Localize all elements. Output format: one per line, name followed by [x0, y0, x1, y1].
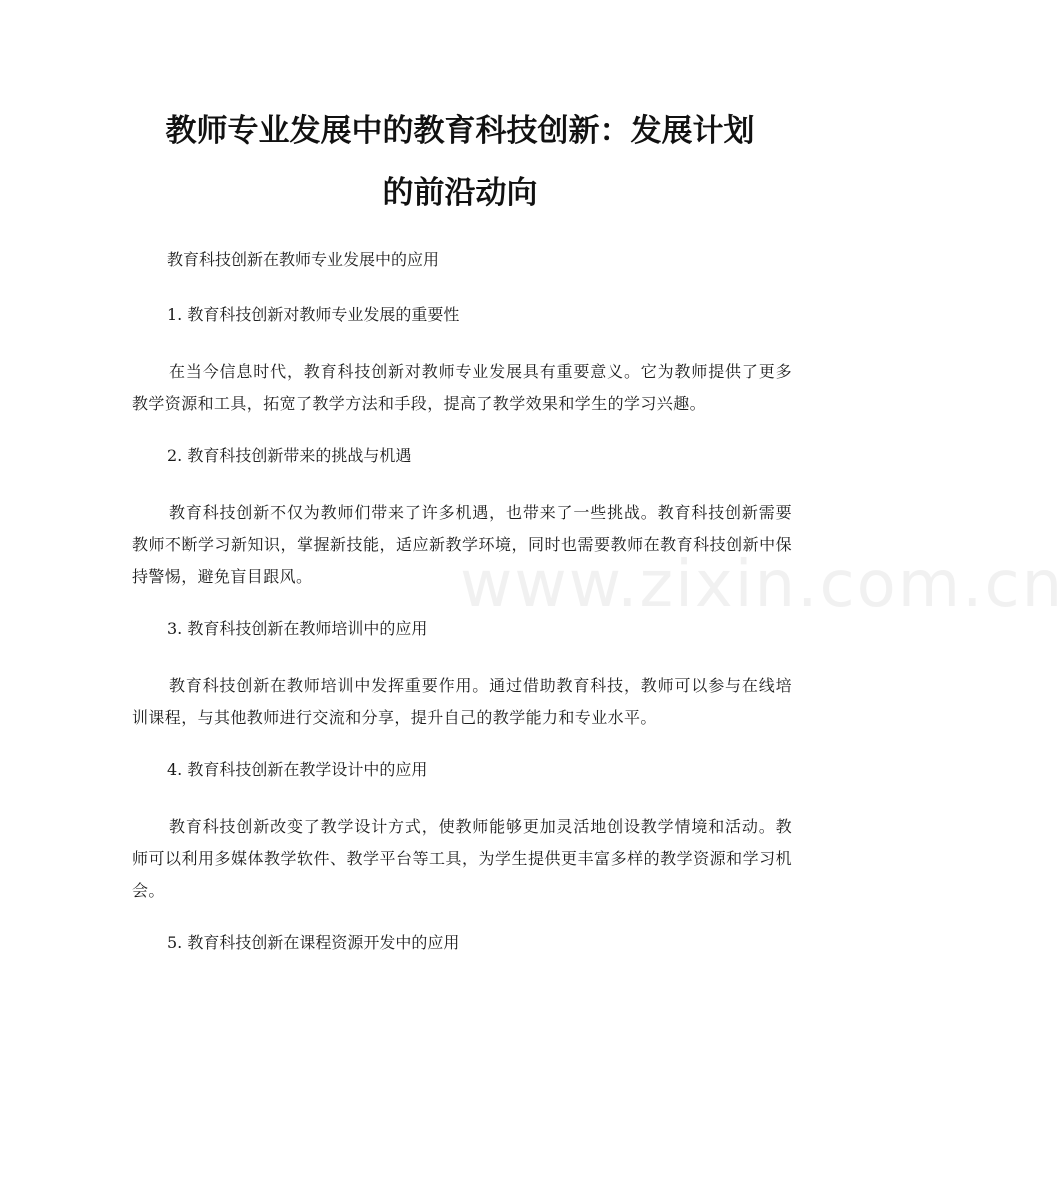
- section-4-body: 教育科技创新改变了教学设计方式，使教师能够更加灵活地创设教学情境和活动。教师可以利用多媒体教学软件、教学平台等工具，为学生提供更丰富多样的教学资源和学习机会。: [132, 817, 792, 900]
- title-line-1: 教师专业发展中的教育科技创新：发展计划: [165, 113, 755, 149]
- document-body: [132, 246, 792, 984]
- section-3-body: 教育科技创新在教师培训中发挥重要作用。通过借助教育科技，教师可以参与在线培训课程，与其他教师进行交流和分享，提升自己的教学能力和专业水平。: [132, 676, 792, 727]
- section-3-heading: 3. 教育科技创新在教师培训中的应用: [167, 619, 428, 638]
- watermark: www.zixin.com.cn: [460, 548, 1064, 622]
- intro-heading: 教育科技创新在教师专业发展中的应用: [167, 250, 440, 269]
- section-1-heading: 1. 教育科技创新对教师专业发展的重要性: [167, 305, 460, 324]
- document-title: [120, 100, 800, 224]
- section-2-body: 教育科技创新不仅为教师们带来了许多机遇，也带来了一些挑战。教育科技创新需要教师不断学习新知识，掌握新技能，适应新教学环境，同时也需要教师在教育科技创新中保持警惕，避免盲目跟风。: [132, 503, 792, 586]
- title-line-2: 的前沿动向: [382, 175, 538, 211]
- section-1-body: 在当今信息时代，教育科技创新对教师专业发展具有重要意义。它为教师提供了更多教学资源和工具，拓宽了教学方法和手段，提高了教学效果和学生的学习兴趣。: [132, 362, 792, 413]
- section-5-heading: 5. 教育科技创新在课程资源开发中的应用: [167, 933, 460, 952]
- section-2-heading: 2. 教育科技创新带来的挑战与机遇: [167, 446, 412, 465]
- section-4-heading: 4. 教育科技创新在教学设计中的应用: [167, 760, 428, 779]
